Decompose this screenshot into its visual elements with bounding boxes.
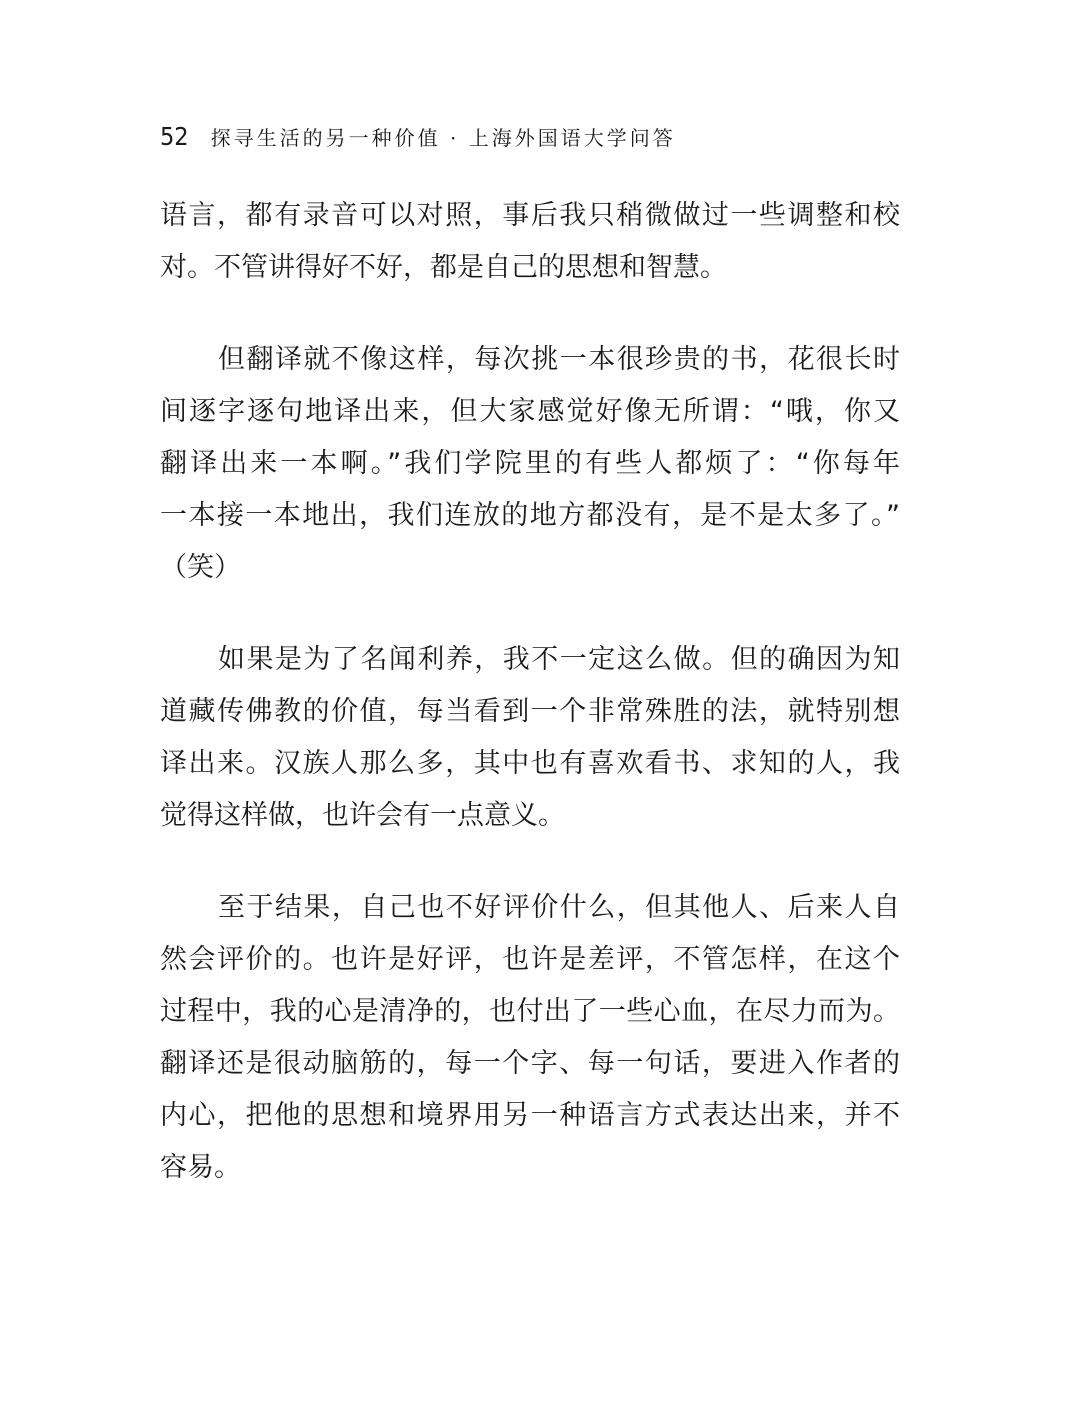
text-line: 内心，把他的思想和境界用另一种语言方式表达出来，并不 [160, 1100, 900, 1131]
text-line: 如果是为了名闻利养，我不一定这么做。但的确因为知 [218, 644, 900, 675]
text-line: 至于结果，自己也不好评价什么，但其他人、后来人自 [218, 892, 900, 923]
text-line: 间逐字逐句地译出来，但大家感觉好像无所谓：“哦，你又 [160, 396, 900, 427]
text-line: 然会评价的。也许是好评，也许是差评，不管怎样，在这个 [160, 944, 900, 975]
text-line: 过程中，我的心是清净的，也付出了一些心血，在尽力而为。 [160, 996, 900, 1027]
paragraph-4 [160, 882, 900, 1194]
paragraph-2 [160, 334, 900, 594]
page-number: 52 [160, 122, 189, 151]
text-line: 语言，都有录音可以对照，事后我只稍微做过一些调整和校 [160, 200, 900, 231]
text-line: 容易。 [160, 1152, 241, 1183]
text-line: 译出来。汉族人那么多，其中也有喜欢看书、求知的人，我 [160, 748, 900, 779]
text-line: 觉得这样做，也许会有一点意义。 [160, 800, 565, 831]
text-line: 道藏传佛教的价值，每当看到一个非常殊胜的法，就特别想 [160, 696, 900, 727]
text-line: 翻译还是很动脑筋的，每一个字、每一句话，要进入作者的 [160, 1048, 900, 1079]
paragraph-1 [160, 190, 900, 294]
text-line: 一本接一本地出，我们连放的地方都没有，是不是太多了。” [160, 500, 900, 531]
body-text [160, 190, 900, 1234]
text-line: 翻译出来一本啊。”我们学院里的有些人都烦了：“你每年 [160, 448, 900, 479]
running-header [160, 122, 676, 156]
text-line: 但翻译就不像这样，每次挑一本很珍贵的书，花很长时 [218, 344, 900, 375]
text-line: （笑） [160, 552, 241, 583]
paragraph-3 [160, 634, 900, 842]
text-line: 对。不管讲得好不好，都是自己的思想和智慧。 [160, 252, 727, 283]
book-title: 探寻生活的另一种价值 · 上海外国语大学问答 [210, 126, 676, 150]
